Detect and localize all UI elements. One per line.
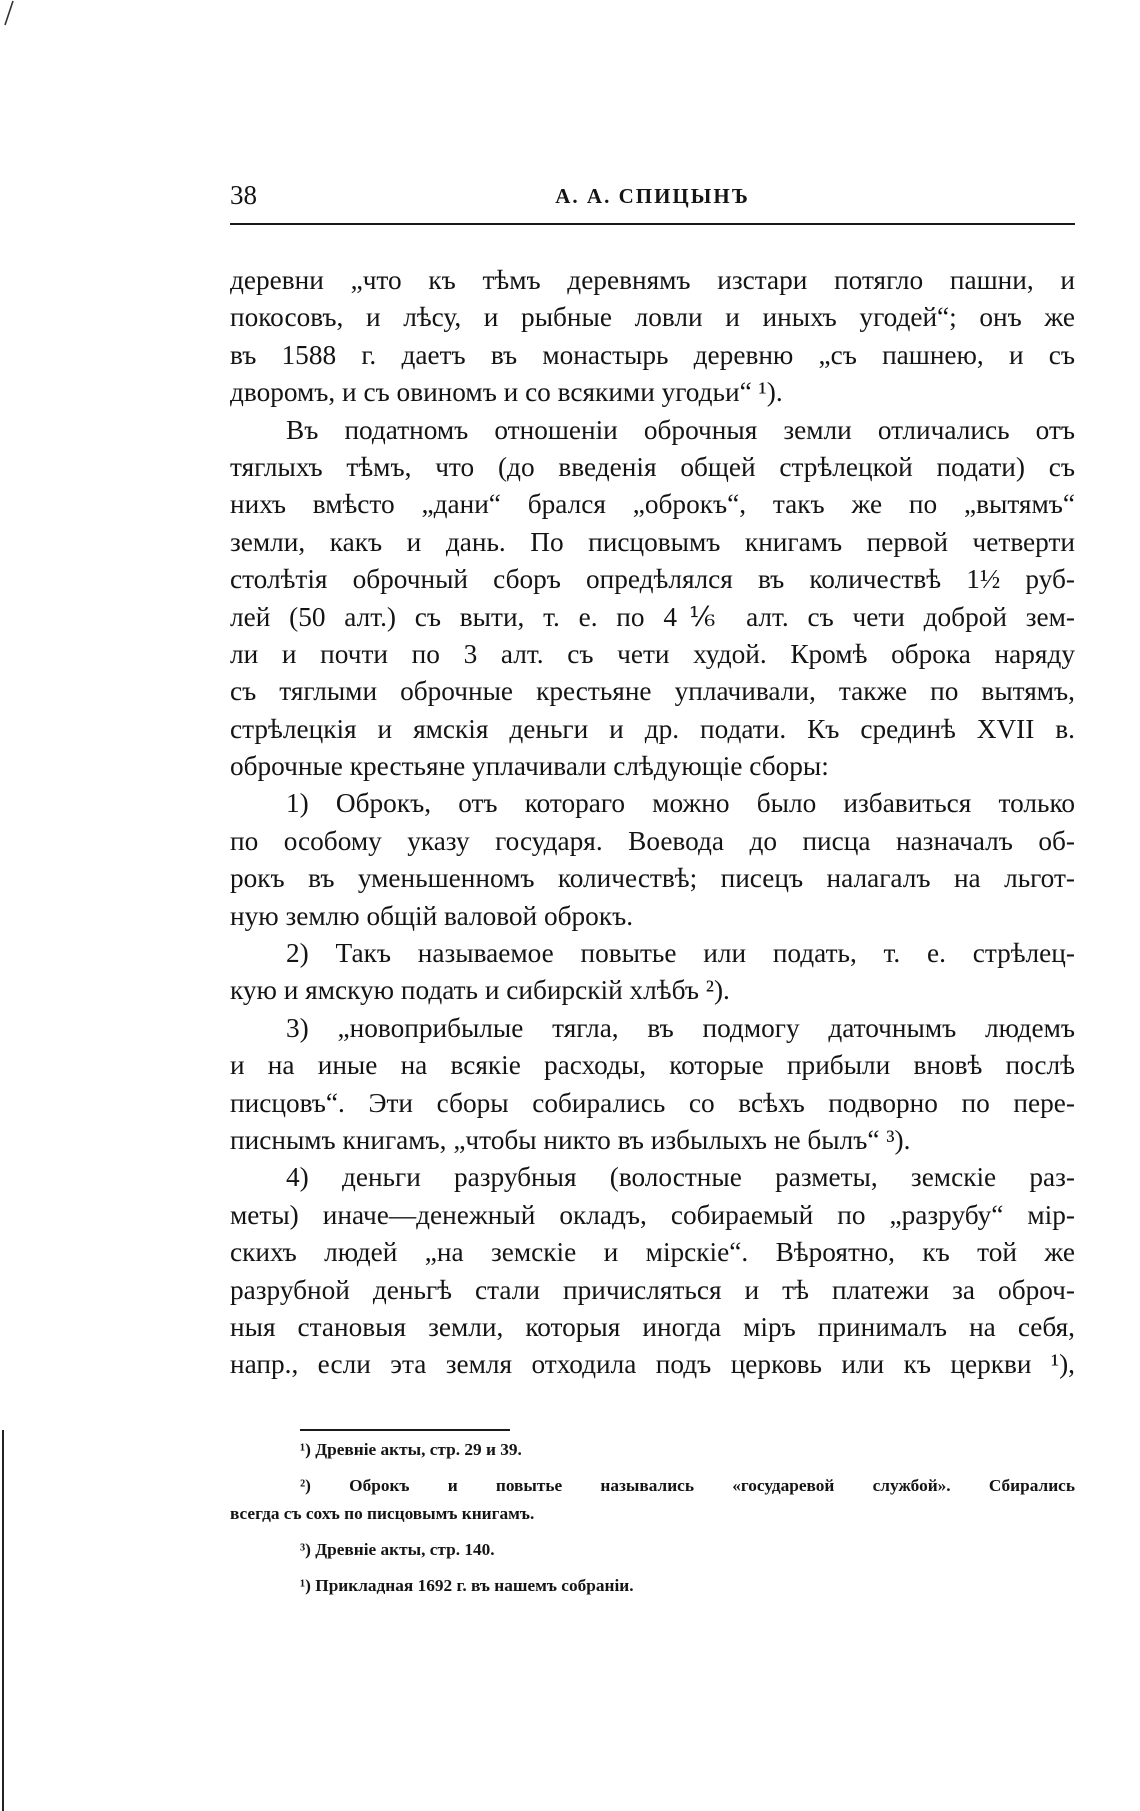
text-line: столѣтія оброчный сборъ опредѣлялся въ количествѣ 1½ руб- [230, 564, 1075, 595]
page-header [230, 180, 1075, 220]
page-number: 38 [230, 180, 257, 210]
text-line: 2) Такъ называемое повытье или подать, т. е. стрѣлец- [286, 938, 1075, 969]
text-line: рокъ въ уменьшенномъ количествѣ; писецъ налагалъ на льгот- [230, 863, 1075, 894]
text-line: покосовъ, и лѣсу, и рыбные ловли и иныхъ угодей“; онъ же [230, 302, 1075, 333]
footnote: ¹) Древніе акты, стр. 29 и 39. [300, 1440, 522, 1459]
text-line: тяглыхъ тѣмъ, что (до введенія общей стрѣлецкой подати) съ [230, 451, 1075, 482]
text-line: ли и почти по 3 алт. съ чети худой. Кромѣ оброка наряду [230, 638, 1075, 669]
text-line: лей (50 алт.) съ выти, т. е. по 4⅙ алт. съ чети доброй зем- [230, 601, 1075, 632]
text-line: 4) деньги разрубныя (волостные разметы, земскіе раз- [286, 1162, 1075, 1193]
text-line: деревни „что къ тѣмъ деревнямъ изстари потягло пашни, и [230, 265, 1075, 295]
text-line: земли, какъ и дань. По писцовымъ книгамъ первой четверти [230, 526, 1075, 557]
text-line: кую и ямскую подать и сибирскій хлѣбъ ²). [230, 975, 730, 1006]
text-line: и на иные на всякіе расходы, которые прибыли внoвѣ послѣ [230, 1050, 1075, 1081]
text-line: скихъ людей „на земскіе и мірскіе“. Вѣроятно, къ той же [230, 1237, 1075, 1268]
text-line: оброчные крестьяне уплачивали слѣдующіе сборы: [230, 751, 829, 782]
text-line: 3) „новоприбылые тягла, въ подмогу даточнымъ людемъ [286, 1012, 1075, 1043]
text-line: Въ податномъ отношеніи оброчныя земли отличались отъ [286, 414, 1075, 445]
text-line: писнымъ книгамъ, „чтобы никто въ избылыхъ не былъ“ ³). [230, 1124, 911, 1155]
text-line: ныя становыя земли, которыя иногда міръ принималъ на себя, [230, 1311, 1075, 1342]
text-line: меты) иначе—денежный окладъ, собираемый по „разрубу“ мір- [230, 1199, 1075, 1230]
text-line: въ 1588 г. даетъ въ монастырь деревню „съ пашнею, и съ [230, 339, 1075, 370]
text-line: по особому указу государя. Воевода до писца назначалъ об- [230, 825, 1075, 856]
footnote: ¹) Прикладная 1692 г. въ нашемъ собраніи. [300, 1576, 634, 1595]
text-line: нихъ вмѣсто „дани“ брался „оброкъ“, такъ же по „вытямъ“ [230, 489, 1075, 520]
footnote-continuation: всегда съ сохъ по писцовымъ книгамъ. [230, 1504, 535, 1523]
footnote: ³) Древніе акты, стр. 140. [300, 1540, 495, 1559]
footnote-rule [300, 1429, 510, 1431]
header-rule [230, 223, 1075, 225]
text-line: 1) Оброкъ, отъ котораго можно было избавиться только [286, 788, 1075, 819]
pencil-slash-mark [2, 0, 16, 26]
footnotes [230, 1436, 1075, 1600]
body-text [230, 262, 1075, 1384]
text-line: разрубной деньгѣ стали причисляться и тѣ платежи за оброч- [230, 1274, 1075, 1305]
footnote: ²) Оброкъ и повытье назывались «государевой службой». Сбирались [300, 1476, 1075, 1495]
text-line: писцовъ“. Эти сборы собирались со всѣхъ подворно по пере- [230, 1087, 1075, 1118]
margin-scan-line [0, 1430, 6, 1811]
text-line: дворомъ, и съ овиномъ и со всякими угодьи“ ¹). [230, 377, 783, 408]
text-line: ную землю общій валовой оброкъ. [230, 900, 634, 931]
text-line: съ тяглыми оброчные крестьяне уплачивали, также по вытямъ, [230, 676, 1075, 707]
text-line: напр., если эта земля отходила подъ церковь или къ церкви ¹), [230, 1349, 1075, 1380]
text-line: стрѣлецкія и ямскія деньги и др. подати. Къ срединѣ XVII в. [230, 713, 1075, 744]
running-title: А. А. СПИЦЫНЪ [555, 184, 750, 208]
